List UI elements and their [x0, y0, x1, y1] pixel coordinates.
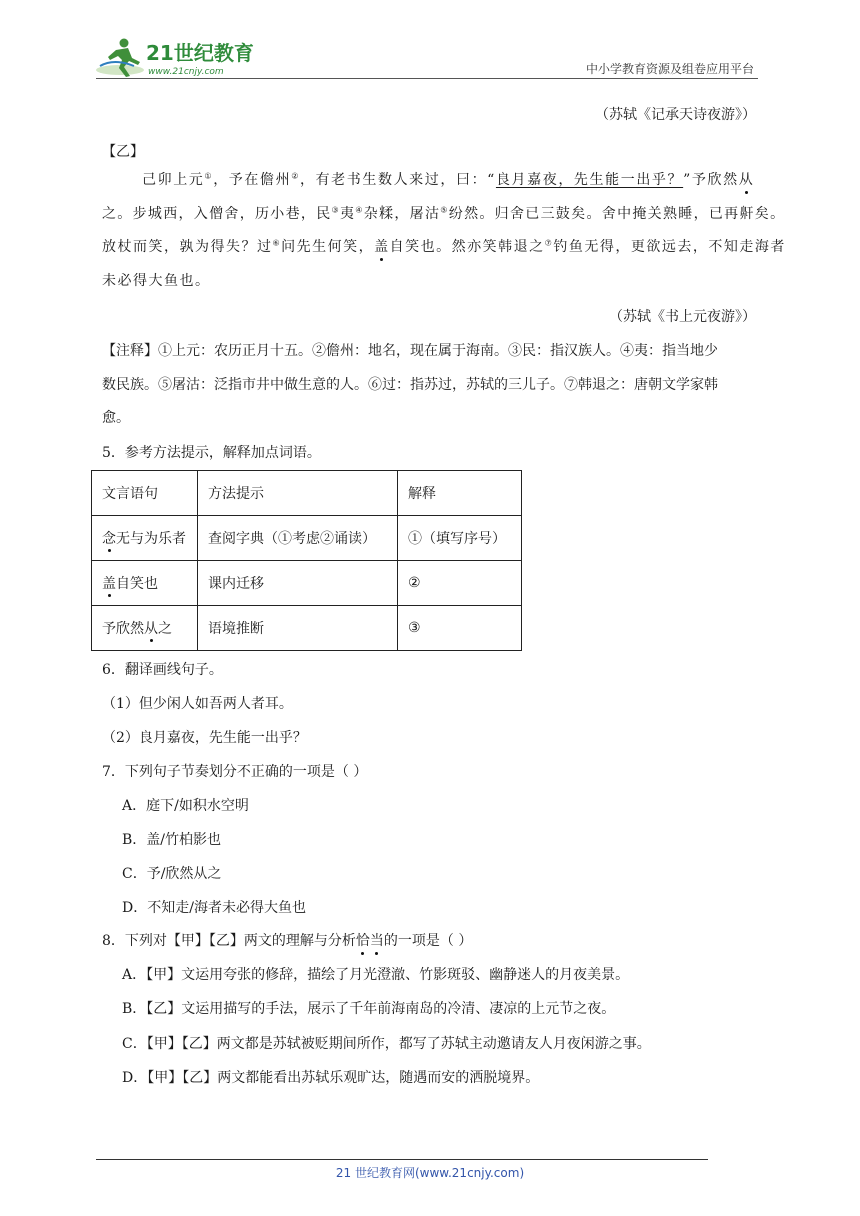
dotted-word: 念 — [102, 528, 116, 548]
yi-text: 夷 — [339, 206, 356, 222]
note-ref: ① — [204, 171, 214, 181]
runner-logo-icon — [94, 36, 264, 80]
table-row — [92, 561, 522, 606]
question-8-stem — [102, 931, 472, 951]
yi-text: 纷然。归舍已三鼓矣。舍中掩关熟睡，已再鼾矣。 — [448, 206, 786, 222]
table-header-cell: 解释 — [398, 471, 522, 516]
method-table — [91, 470, 522, 651]
yi-text: 钓鱼无得，更欲远去，不知走海者 — [553, 239, 786, 255]
yi-text: 放杖而笑，孰为得失？过 — [102, 239, 273, 255]
table-cell-sentence — [92, 561, 198, 606]
stem-text: 8．下列对【甲】【乙】两文的理解与分析 — [102, 933, 356, 949]
yi-line-2 — [102, 204, 785, 224]
table-cell-method: 语境推断 — [198, 606, 398, 651]
table-cell-sentence — [92, 606, 198, 651]
dotted-word: 盖 — [374, 239, 390, 255]
yi-text: 问先生何笑， — [281, 239, 375, 255]
yi-heading: 【乙】 — [102, 144, 144, 160]
logo-url: www.21cnjy.com — [148, 67, 224, 77]
cell-text: 无与为乐者 — [116, 531, 186, 547]
question-8-option-a: A．【甲】文运用夸张的修辞，描绘了月光澄澈、竹影斑驳、幽静迷人的月夜美景。 — [122, 967, 630, 983]
source-jia: （苏轼《记承天诗夜游》） — [595, 107, 756, 123]
table-cell-method: 查阅字典（①考虑②诵读） — [198, 516, 398, 561]
yi-text: 杂糅，屠沽 — [363, 206, 441, 222]
site-logo — [94, 36, 264, 80]
note-ref: ③ — [331, 205, 340, 215]
dotted-word: 恰 — [355, 933, 370, 949]
table-row — [92, 516, 522, 561]
yi-line-3 — [102, 237, 786, 257]
cell-text: 之 — [158, 621, 172, 637]
table-cell-answer: ② — [398, 561, 522, 606]
dotted-word: 盖 — [102, 573, 116, 593]
note-ref: ⑤ — [440, 205, 449, 215]
question-7-option-c: C．予/欣然从之 — [122, 866, 222, 882]
question-7-option-d: D．不知走/海者未必得大鱼也 — [122, 900, 306, 916]
question-6-stem: 6．翻译画线句子。 — [102, 662, 223, 678]
note-ref: ② — [291, 171, 300, 181]
notes-line-2: 数民族。⑤屠沽：泛指市井中做生意的人。⑥过：指苏过，苏轼的三儿子。⑦韩退之：唐朝文学家韩 — [102, 377, 718, 393]
question-7-option-a: A．庭下/如积水空明 — [122, 798, 249, 814]
yi-text: ”予欣然 — [683, 172, 739, 188]
question-6-item-2: （2）良月嘉夜，先生能一出乎？ — [102, 730, 307, 746]
dotted-word: 当 — [369, 933, 384, 949]
note-ref: ④ — [355, 205, 364, 215]
note-ref: ⑥ — [272, 238, 282, 248]
table-header-cell: 文言语句 — [92, 471, 198, 516]
table-cell-sentence — [92, 516, 198, 561]
table-cell-method: 课内迁移 — [198, 561, 398, 606]
footer-link[interactable]: 21 世纪教育网(www.21cnjy.com) — [335, 1166, 525, 1180]
table-header-cell: 方法提示 — [198, 471, 398, 516]
notes-line-3: 愈。 — [102, 410, 130, 426]
question-6-item-1: （1）但少闲人如吾两人者耳。 — [102, 696, 293, 712]
table-header-row — [92, 471, 522, 516]
yi-line-1 — [142, 170, 754, 190]
yi-text: 之。步城西，入僧舍，历小巷，民 — [102, 206, 332, 222]
platform-label: 中小学教育资源及组卷应用平台 — [585, 62, 754, 76]
footer-divider — [96, 1159, 708, 1160]
question-7-stem: 7．下列句子节奏划分不正确的一项是（ ） — [102, 764, 368, 780]
logo-wordmark: 21世纪教育 — [146, 41, 254, 65]
underlined-sentence: 良月嘉夜，先生能一出乎？ — [495, 172, 684, 188]
question-8-option-b: B．【乙】文运用描写的手法，展示了千年前海南岛的冷清、凄凉的上元节之夜。 — [122, 1001, 616, 1017]
question-8-option-c: C．【甲】【乙】两文都是苏轼被贬期间所作，都写了苏轼主动邀请友人月夜闲游之事。 — [122, 1036, 651, 1052]
cell-text: 予欣然 — [102, 621, 144, 637]
yi-text: 自笑也。然亦笑韩退之 — [389, 239, 545, 255]
question-5-stem: 5．参考方法提示，解释加点词语。 — [102, 445, 321, 461]
dotted-word: 从 — [738, 172, 755, 188]
yi-text: ，有老书生数人来过，曰：“ — [299, 172, 496, 188]
source-yi: （苏轼《书上元夜游》） — [609, 309, 756, 325]
header-divider — [96, 78, 758, 79]
table-cell-answer: ③ — [398, 606, 522, 651]
question-8-option-d: D．【甲】【乙】两文都能看出苏轼乐观旷达，随遇而安的洒脱境界。 — [122, 1070, 540, 1086]
notes-line-1: 【注释】①上元：农历正月十五。②儋州：地名，现在属于海南。③民：指汉族人。④夷：指当地少 — [102, 343, 718, 359]
yi-text: 己卯上元 — [142, 172, 205, 188]
question-7-option-b: B．盖/竹柏影也 — [122, 832, 222, 848]
yi-line-4: 未必得大鱼也。 — [102, 273, 211, 289]
stem-text: 的一项是（ ） — [383, 933, 473, 949]
yi-text: ，予在儋州 — [213, 172, 292, 188]
table-cell-answer: ①（填写序号） — [398, 516, 522, 561]
note-ref: ⑦ — [544, 238, 554, 248]
cell-text: 自笑也 — [116, 576, 158, 592]
dotted-word: 从 — [144, 618, 158, 638]
table-row — [92, 606, 522, 651]
